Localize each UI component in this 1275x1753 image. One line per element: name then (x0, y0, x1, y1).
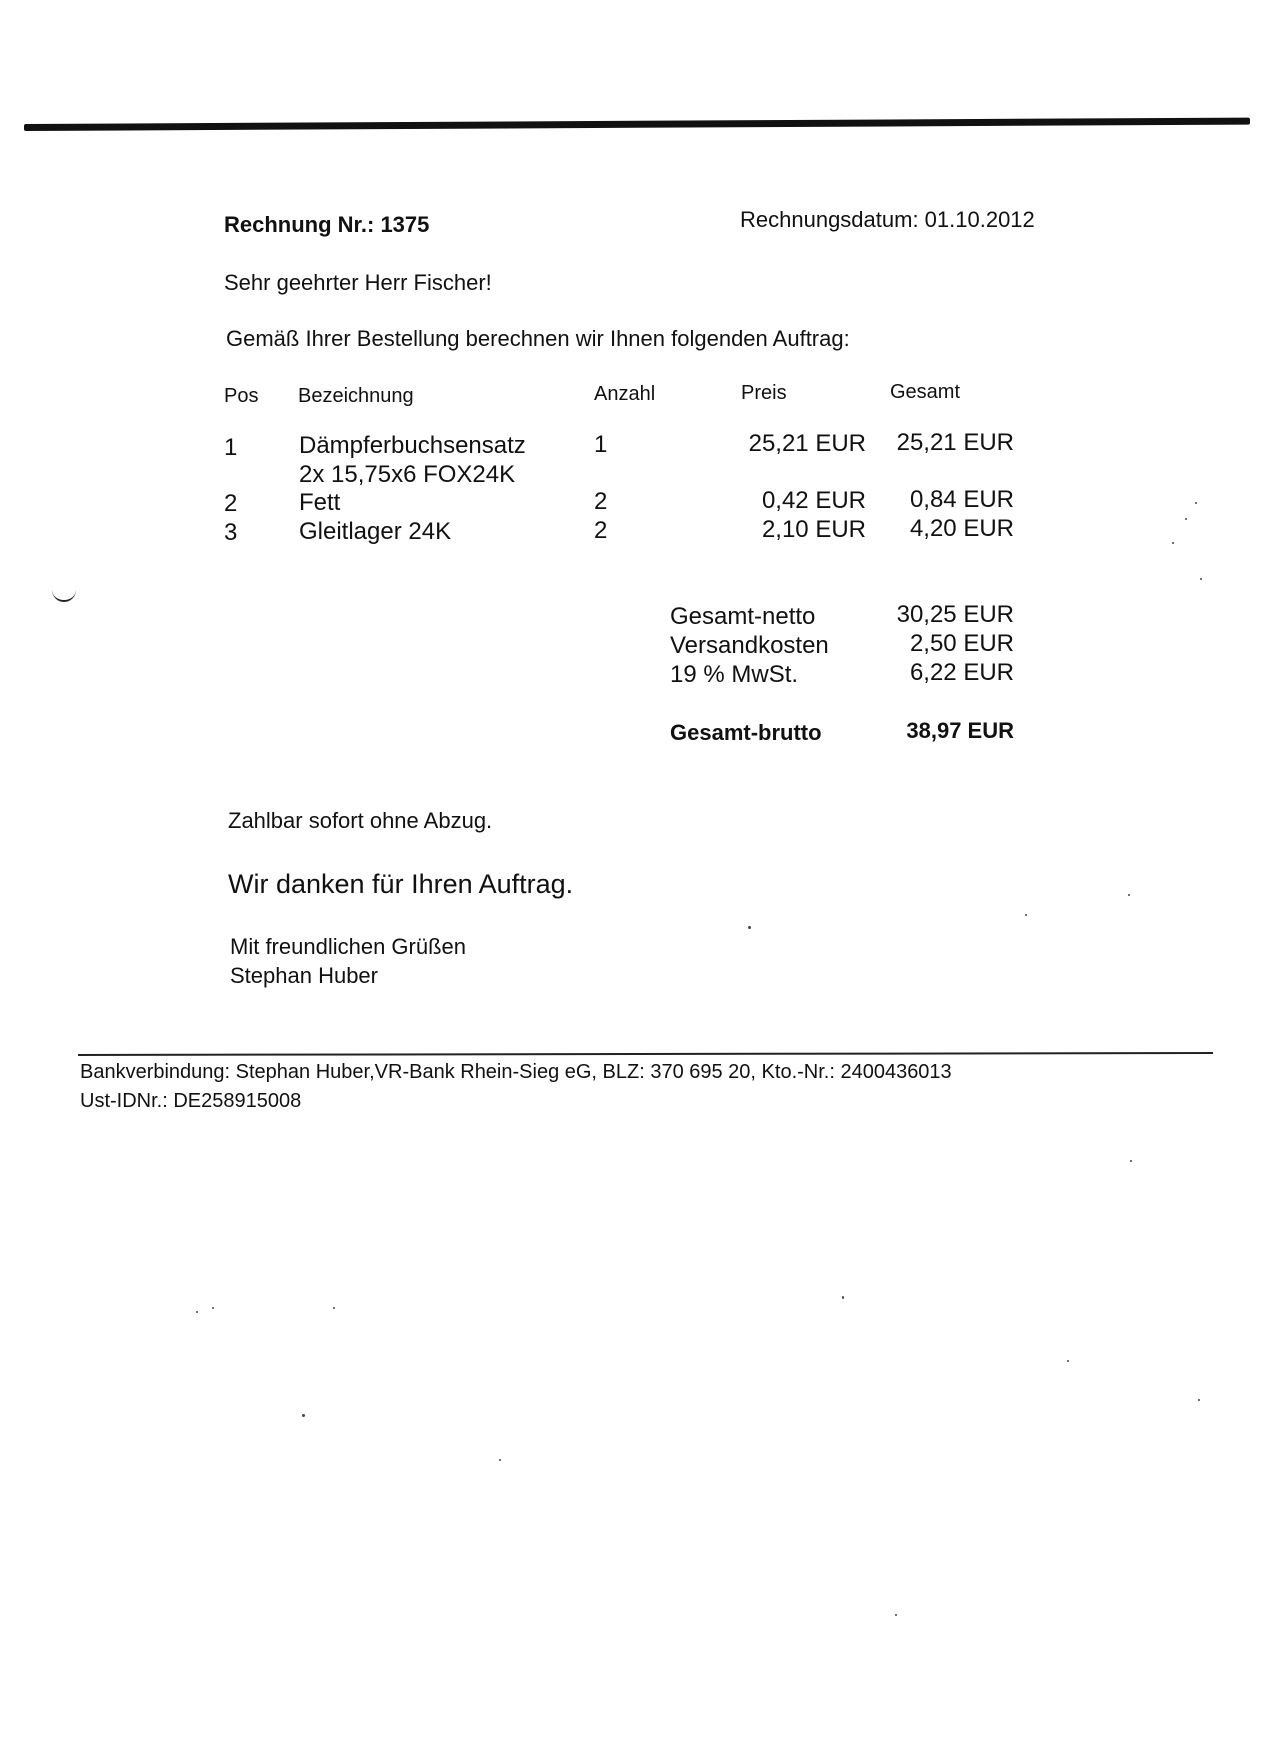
mwst-value: 6,22 EUR (909, 659, 1014, 686)
closing-text: Mit freundlichen Grüßen (230, 934, 466, 959)
signature-name: Stephan Huber (230, 963, 378, 988)
scan-speck (212, 1307, 214, 1309)
footer-rule (78, 1052, 1213, 1056)
netto-label: Gesamt-netto (670, 603, 816, 630)
header-bezeichnung: Bezeichnung (298, 385, 414, 407)
salutation: Sehr geehrter Herr Fischer! (224, 270, 492, 295)
scan-speck (1025, 914, 1027, 916)
header-preis: Preis (741, 382, 787, 404)
row-pos: 3 (224, 519, 238, 546)
invoice-number: Rechnung Nr.: 1375 (224, 212, 430, 237)
scan-speck (1185, 518, 1187, 520)
footer-vat: Ust-IDNr.: DE258915008 (80, 1090, 302, 1112)
scan-mark (52, 590, 76, 602)
scan-speck (333, 1307, 335, 1309)
header-rule (24, 118, 1250, 131)
netto-value: 30,25 EUR (896, 601, 1014, 628)
row-bezeichnung: Fett (299, 489, 341, 516)
row-preis: 2,10 EUR (761, 516, 866, 543)
scan-speck (1128, 894, 1130, 896)
header-pos: Pos (224, 385, 259, 407)
row-anzahl: 1 (594, 431, 608, 458)
invoice-date: Rechnungsdatum: 01.10.2012 (740, 207, 1035, 232)
row-anzahl: 2 (594, 488, 608, 515)
header-anzahl: Anzahl (594, 383, 656, 405)
scan-speck (895, 1614, 897, 1616)
header-gesamt: Gesamt (890, 381, 961, 403)
scan-speck (1130, 1160, 1132, 1162)
footer-bank: Bankverbindung: Stephan Huber,VR-Bank Rhein-Sieg eG, BLZ: 370 695 20, Kto.-Nr.: 2400436013 (80, 1061, 952, 1083)
scan-speck (499, 1459, 501, 1461)
payment-terms: Zahlbar sofort ohne Abzug. (228, 808, 493, 833)
scan-speck (1198, 1399, 1200, 1401)
row-bezeichnung: Dämpferbuchsensatz (299, 432, 526, 459)
mwst-label: 19 % MwSt. (670, 661, 799, 688)
thanks-text: Wir danken für Ihren Auftrag. (228, 869, 574, 899)
scan-speck (748, 926, 751, 929)
scan-speck (842, 1296, 844, 1299)
versand-label: Versandkosten (670, 632, 829, 659)
brutto-label: Gesamt-brutto (670, 720, 822, 745)
versand-value: 2,50 EUR (909, 630, 1014, 657)
row-preis: 0,42 EUR (761, 487, 866, 514)
row-bezeichnung: Gleitlager 24K (299, 518, 452, 545)
scan-speck (196, 1311, 198, 1313)
scan-speck (1172, 542, 1174, 544)
scan-speck (1195, 502, 1197, 504)
row-preis: 25,21 EUR (748, 430, 866, 457)
scan-speck (302, 1414, 305, 1417)
row-gesamt: 0,84 EUR (909, 486, 1014, 513)
row-gesamt: 4,20 EUR (909, 515, 1014, 542)
scan-speck (1067, 1360, 1069, 1362)
row-bezeichnung-line2: 2x 15,75x6 FOX24K (299, 461, 516, 488)
brutto-value: 38,97 EUR (906, 718, 1014, 743)
row-pos: 2 (224, 490, 238, 517)
scan-speck (1200, 578, 1202, 580)
row-anzahl: 2 (594, 517, 608, 544)
row-gesamt: 25,21 EUR (896, 429, 1014, 456)
row-pos: 1 (224, 434, 238, 461)
intro-text: Gemäß Ihrer Bestellung berechnen wir Ihnen folgenden Auftrag: (226, 326, 850, 351)
